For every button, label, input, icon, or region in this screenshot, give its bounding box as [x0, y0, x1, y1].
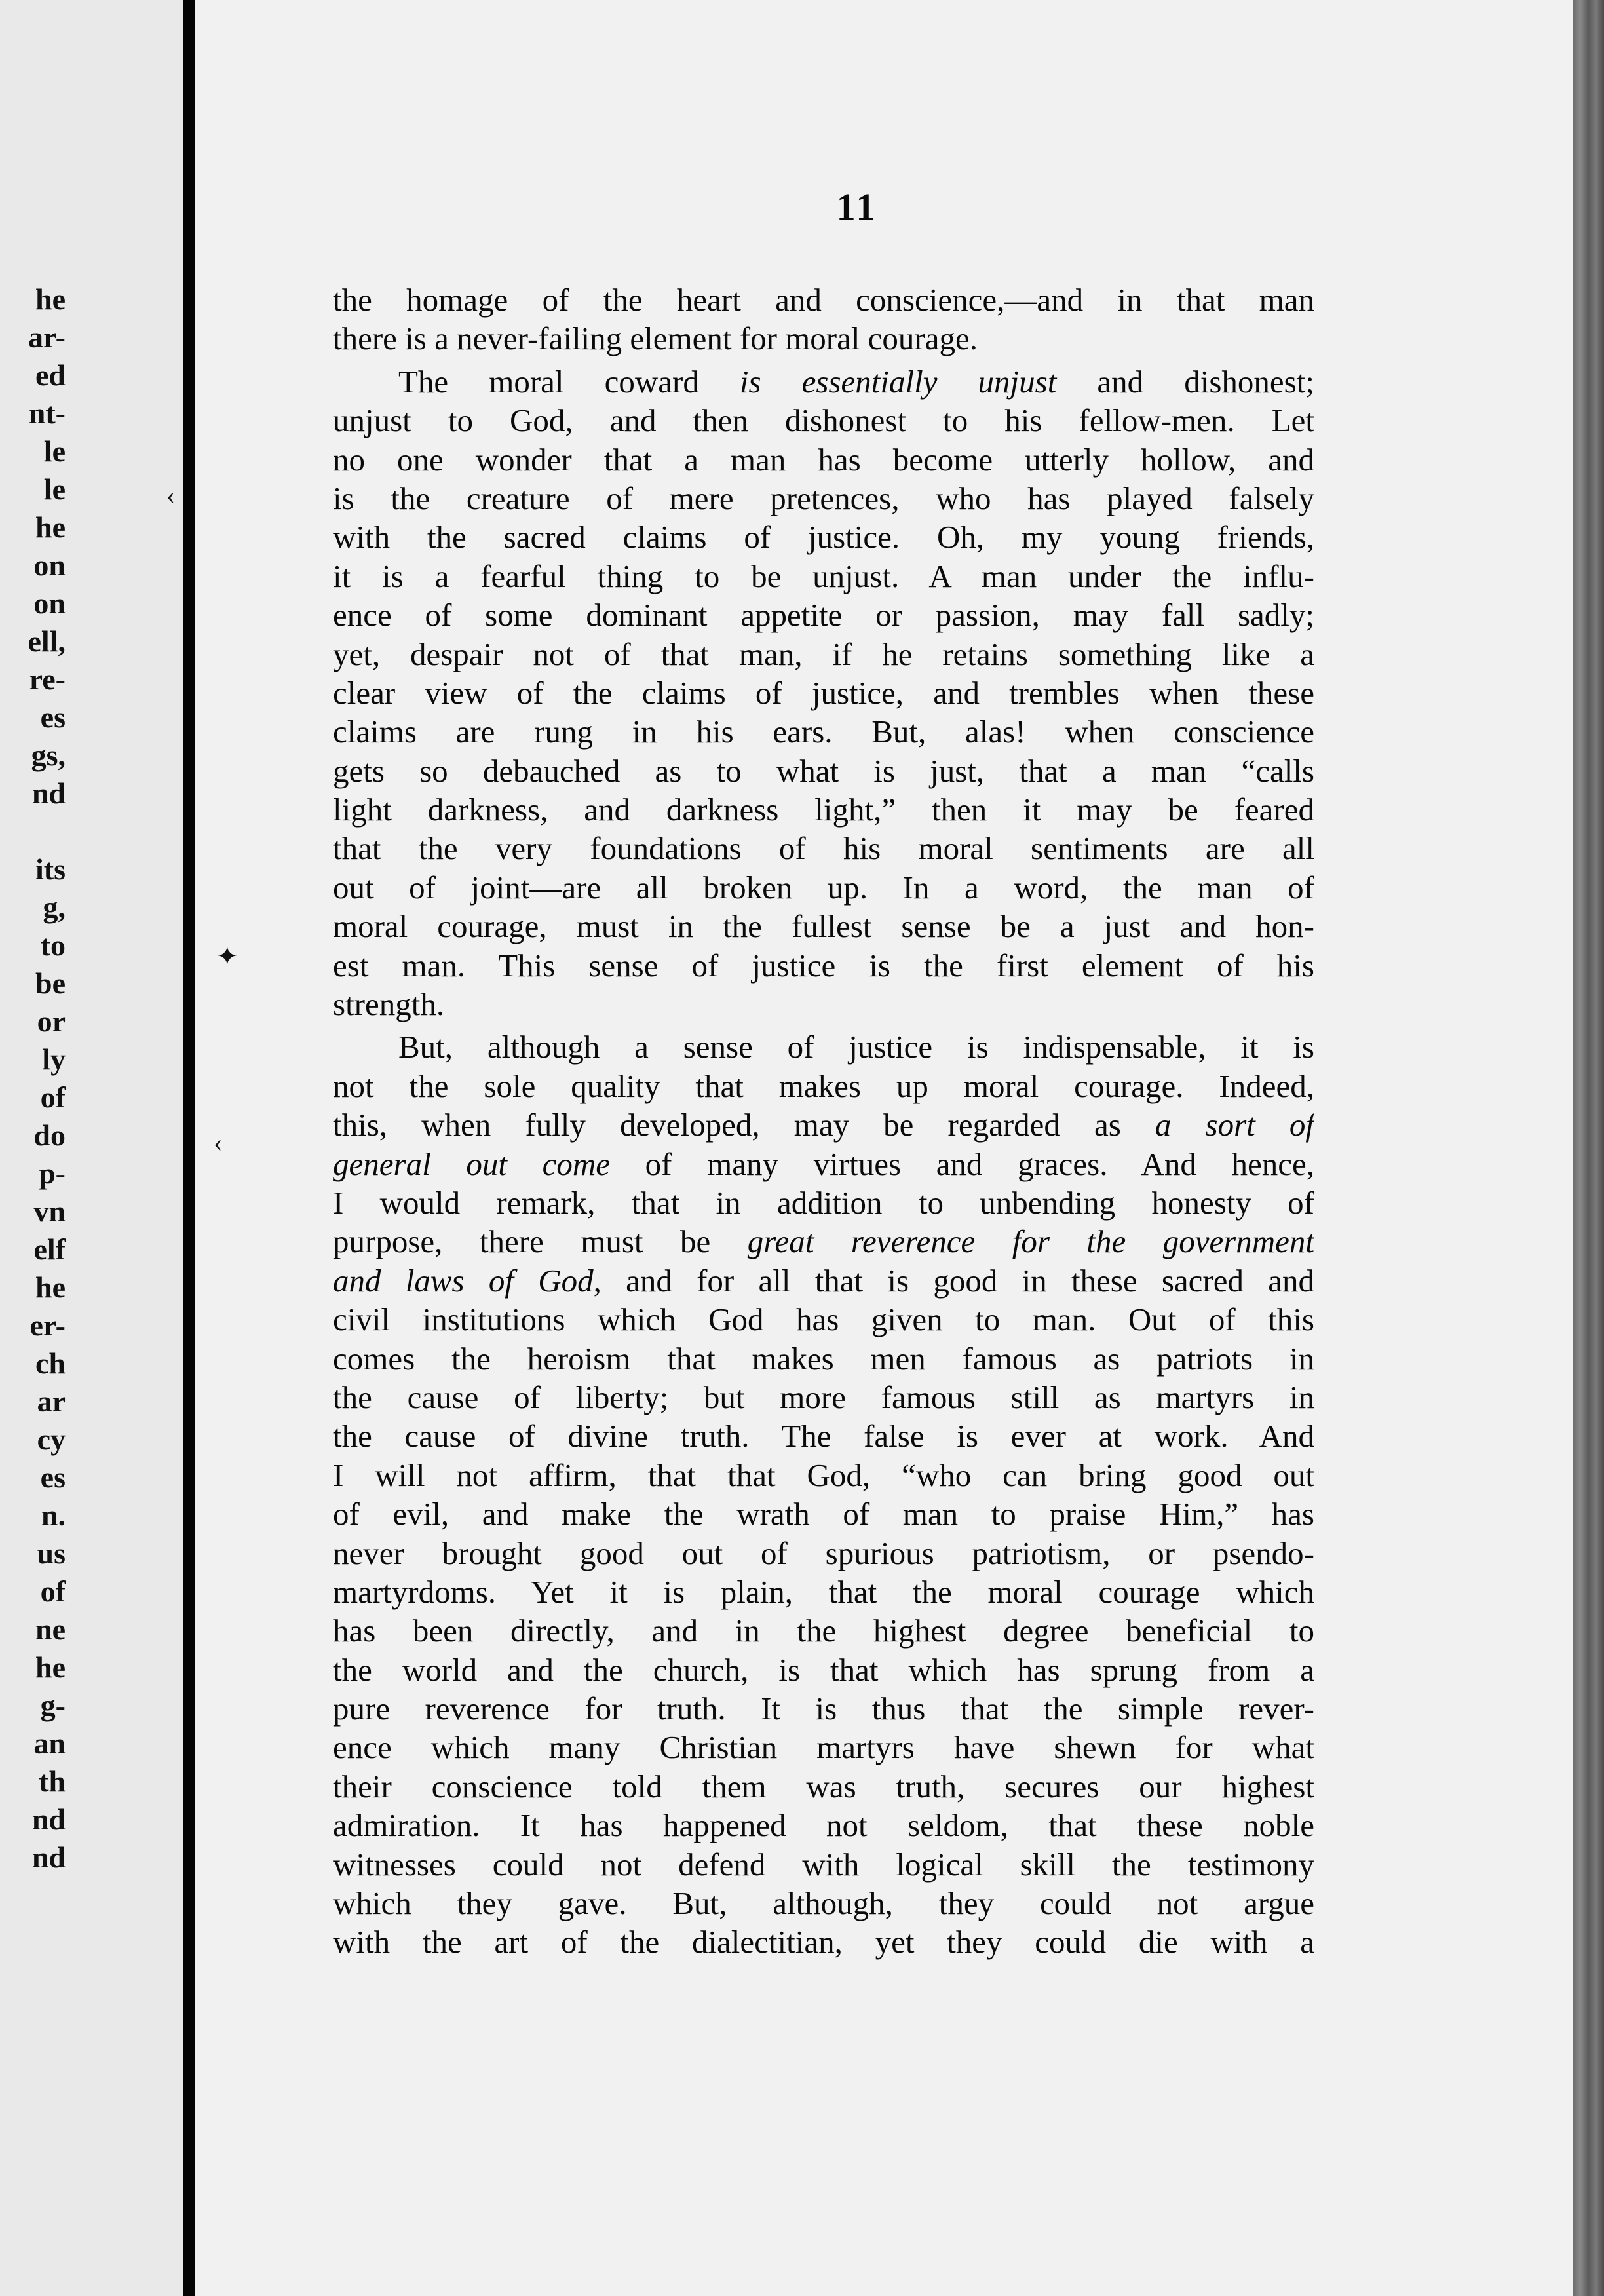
text-line: with the sacred claims of justice. Oh, my young friends, [333, 519, 1314, 556]
left-fragment-line: p- [39, 1157, 66, 1190]
text-line: I would remark, that in addition to unbending honesty of [333, 1184, 1314, 1221]
text-line: this, when fully developed, may be regarded as a sort of [333, 1107, 1314, 1143]
left-fragment-line: le [43, 472, 66, 506]
left-fragment-line: le [43, 434, 66, 468]
left-fragment-line: re- [29, 662, 66, 696]
text-line: there is a never-failing element for moral courage. [333, 320, 978, 357]
left-fragment-line: g- [40, 1689, 66, 1722]
left-fragment-line: he [35, 1651, 66, 1684]
left-fragment-line: ly [42, 1043, 66, 1076]
left-fragment-line: cy [37, 1423, 66, 1456]
text-line: out of joint—are all broken up. In a word, the man of [333, 869, 1314, 906]
text-line: But, although a sense of justice is indispensable, it is [398, 1029, 1314, 1065]
text-line: civil institutions which God has given to man. Out of this [333, 1301, 1314, 1338]
text-line: moral courage, must in the fullest sense be a just and hon- [333, 908, 1314, 945]
left-fragment-line: er- [29, 1309, 66, 1342]
left-fragment-line: do [33, 1119, 66, 1152]
paragraph [333, 1027, 1314, 1961]
left-fragment-line: th [39, 1765, 66, 1798]
text-line: with the art of the dialectitian, yet they could die with a [333, 1924, 1314, 1961]
left-page-text-fragments [0, 280, 66, 1877]
text-line: clear view of the claims of justice, and trembles when these [333, 674, 1314, 711]
paragraph [333, 280, 1314, 358]
left-fragment-line: vn [33, 1195, 66, 1228]
left-fragment-line: be [35, 966, 66, 1000]
paragraph [333, 362, 1314, 1024]
margin-ink-blot: ✦ [216, 942, 239, 971]
text-line: yet, despair not of that man, if he retains something like a [333, 636, 1314, 672]
left-fragment-line: n. [41, 1499, 66, 1532]
left-fragment-line: elf [33, 1233, 66, 1266]
text-line: it is a fearful thing to be unjust. A man under the influ- [333, 558, 1314, 594]
text-line: not the sole quality that makes up moral courage. Indeed, [333, 1067, 1314, 1104]
left-fragment-line: g, [43, 890, 66, 924]
left-fragment-line: of [40, 1081, 66, 1114]
left-fragment-line: he [35, 510, 66, 544]
left-fragment-line [0, 813, 66, 851]
left-fragment-line: ed [35, 358, 66, 392]
text-line: witnesses could not defend with logical skill the testimony [333, 1846, 1314, 1883]
text-line: has been directly, and in the highest degree beneficial to [333, 1613, 1314, 1649]
left-fragment-line: or [37, 1004, 66, 1038]
text-line: strength. [333, 986, 445, 1023]
left-fragment-line: nd [31, 1803, 66, 1836]
left-fragment-line: on [33, 548, 66, 582]
left-fragment-line: an [33, 1727, 66, 1760]
text-line: the world and the church, is that which has sprung from a [333, 1651, 1314, 1688]
left-fragment-line: ch [35, 1347, 66, 1380]
text-line: general out come of many virtues and graces. And hence, [333, 1145, 1314, 1182]
text-line: ence of some dominant appetite or passion, may fall sadly; [333, 597, 1314, 634]
text-line: unjust to God, and then dishonest to his fellow-men. Let [333, 402, 1314, 439]
left-fragment-line: on [33, 586, 66, 620]
text-line: is the creature of mere pretences, who has played falsely [333, 480, 1314, 516]
left-fragment-line: ar [37, 1385, 66, 1418]
left-fragment-line: he [35, 1271, 66, 1304]
text-line: that the very foundations of his moral sentiments are all [333, 830, 1314, 867]
text-line: no one wonder that a man has become utterly hollow, and [333, 441, 1314, 478]
left-facing-page [0, 0, 183, 2296]
text-line: pure reverence for truth. It is thus that the simple rever- [333, 1691, 1314, 1727]
margin-tick-mark: ‹ [214, 1128, 223, 1157]
left-fragment-line: gs, [31, 738, 66, 772]
text-line: which they gave. But, although, they could not argue [333, 1885, 1314, 1922]
left-fragment-line: ell, [28, 624, 66, 658]
page-edge-shadow [1573, 0, 1604, 2296]
text-line: est man. This sense of justice is the first element of his [333, 947, 1314, 984]
body-text [333, 280, 1314, 1962]
left-fragment-line: us [37, 1537, 66, 1570]
text-line: gets so debauched as to what is just, that a man “calls [333, 752, 1314, 789]
text-line: The moral coward is essentially unjust and dishonest; [398, 363, 1314, 400]
left-fragment-line: ar- [28, 320, 66, 354]
text-line: ence which many Christian martyrs have shewn for what [333, 1729, 1314, 1766]
left-fragment-line: to [40, 928, 66, 962]
left-fragment-line: its [35, 852, 66, 886]
text-line: and laws of God, and for all that is good in these sacred and [333, 1262, 1314, 1299]
left-fragment-line: nd [31, 776, 66, 810]
text-line: the cause of liberty; but more famous still as martyrs in [333, 1379, 1314, 1415]
text-line: light darkness, and darkness light,” then it may be feared [333, 792, 1314, 828]
left-fragment-line: he [35, 282, 66, 316]
page-number: 11 [836, 185, 878, 228]
text-line: claims are rung in his ears. But, alas! when conscience [333, 714, 1314, 750]
book-gutter [183, 0, 195, 2296]
left-fragment-line: es [40, 1461, 66, 1494]
left-fragment-line: ne [35, 1613, 66, 1646]
text-line: the homage of the heart and conscience,—and in that man [333, 282, 1314, 318]
text-line: comes the heroism that makes men famous as patriots in [333, 1340, 1314, 1377]
left-fragment-line: es [40, 700, 66, 734]
text-line: the cause of divine truth. The false is ever at work. And [333, 1418, 1314, 1455]
text-line: their conscience told them was truth, secures our highest [333, 1768, 1314, 1805]
margin-tick-mark: ‹ [166, 480, 176, 510]
text-line: of evil, and make the wrath of man to praise Him,” has [333, 1496, 1314, 1533]
text-line: martyrdoms. Yet it is plain, that the moral courage which [333, 1573, 1314, 1610]
text-line: purpose, there must be great reverence for the government [333, 1223, 1314, 1260]
left-fragment-line: of [40, 1575, 66, 1608]
text-line: I will not affirm, that that God, “who can bring good out [333, 1457, 1314, 1493]
left-fragment-line: nd [31, 1841, 66, 1874]
left-fragment-line: nt- [28, 396, 66, 430]
text-line: admiration. It has happened not seldom, that these noble [333, 1807, 1314, 1844]
text-line: never brought good out of spurious patriotism, or psendo- [333, 1535, 1314, 1571]
